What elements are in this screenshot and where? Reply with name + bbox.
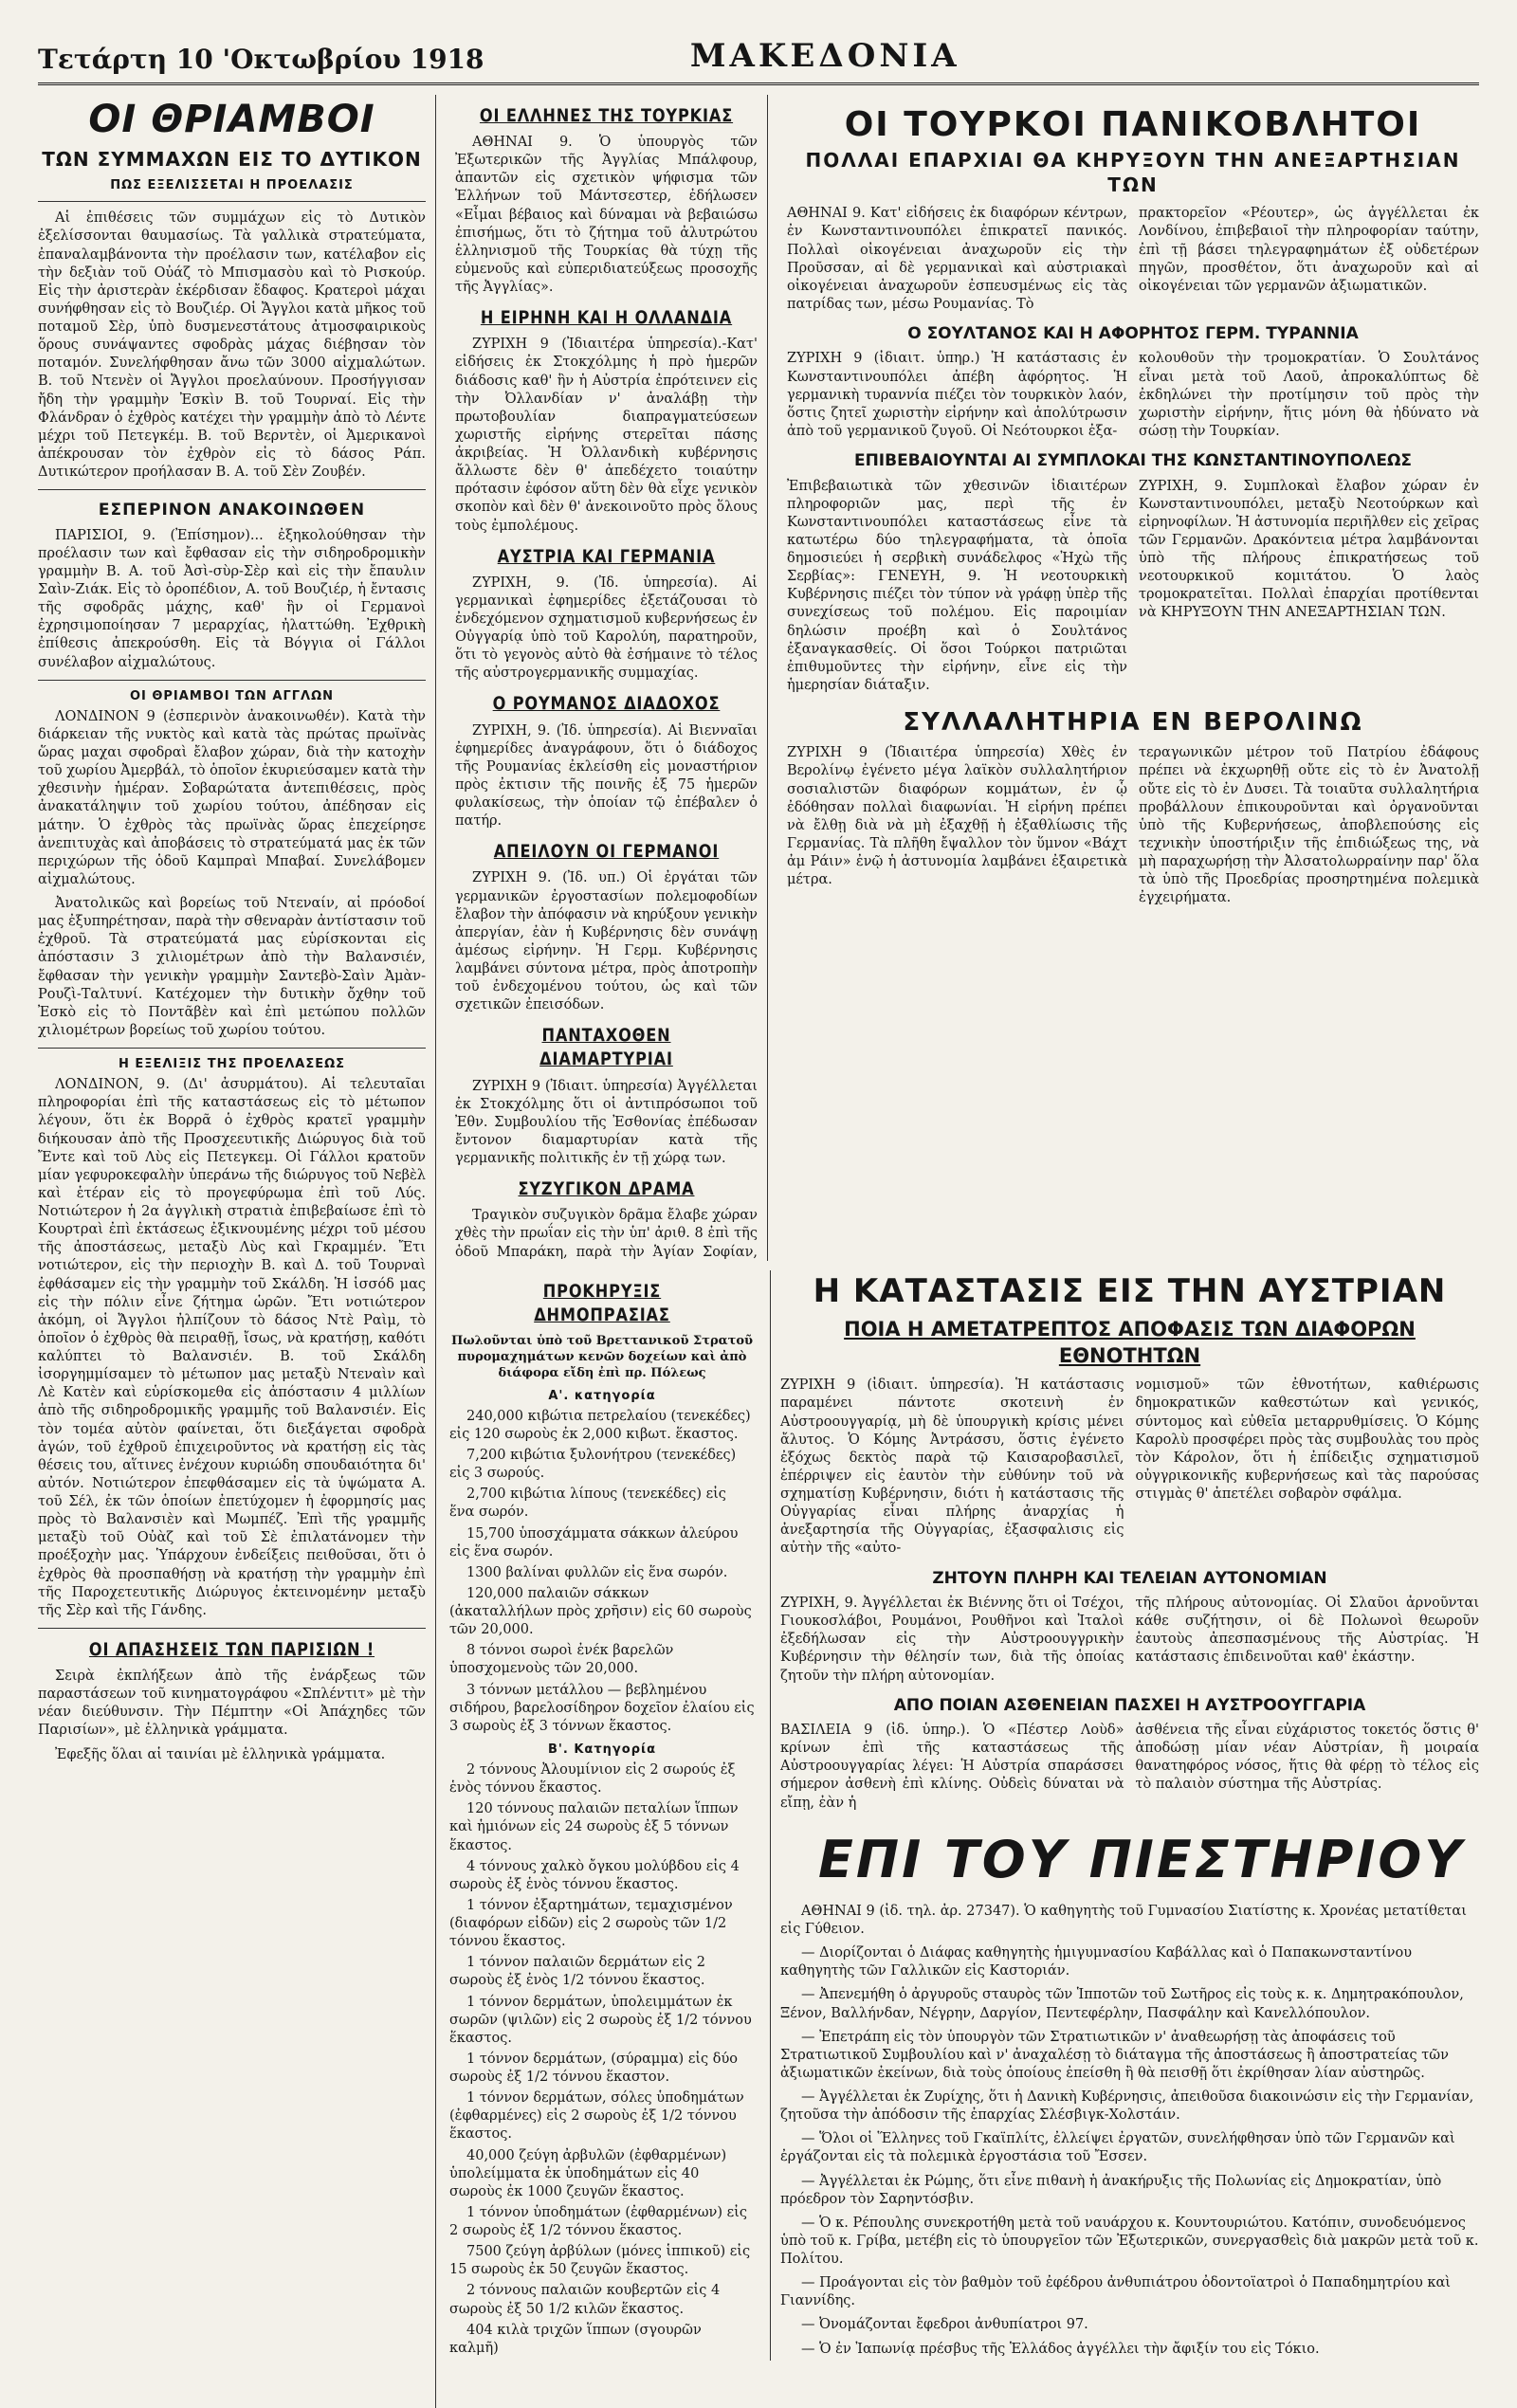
- article-paragraph: ΖΥΡΙΧΗ, 9. (Ἰδ. ὑπηρεσία). Αἱ Βιενναῖαι ἐφημερίδες ἀναγράφουν, ὅτι ὁ διάδοχος τῆς Ρουμανίας ἐκλείσθη εἰς μοναστήριον πρὸς ἐκτισιν τῆς ποινῆς ἐξ 75 ἡμερῶν φυλακίσεως, τὴν ὁποίαν τῷ ἐπέβαλεν ὁ πατήρ.: [455, 722, 758, 830]
- list-item: 2 τόννους παλαιῶν κουβερτῶν εἰς 4 σωροὺς ἐξ 50 1/2 κιλῶν ἕκαστος.: [449, 2283, 721, 2317]
- auction-list-b: [449, 1761, 755, 2358]
- block-turks-panic: [777, 95, 1479, 1261]
- list-item: 120,000 παλαιῶν σάκκων (ἀκαταλλήλων πρὸς χρῆσιν) εἰς 60 σωροὺς τῶν 20,000.: [449, 1585, 752, 1638]
- article-paragraph: Αἱ ἐπιθέσεις τῶν συμμάχων εἰς τὸ Δυτικὸν ἐξελίσσονται θαυμασίως. Τὰ γαλλικὰ στρατεύματα, ἐπαναλαμβάνοντα τὴν προέλασιν των, κατέλαβον εἰς τὴν δεξιὰν τοῦ Οὐάζ τὸ Μπισμασὸυ καὶ τὸ Ρισκούρ. Εἰς τὴν ἀριστερὰν ἐκέρδισαν ἔδαφος. Κρατεροὶ μάχαι συνήφθησαν εἰς τὸ Βουζιέρ. Οἱ Ἄγγλοι κατὰ μῆκος τοῦ ποταμοῦ Σὲρ, ὑπὸ δυσμενεστάτους ἀτμοσφαιρικοὺς ὅρους συνάψαντες σφοδρὰς μάχας διέβησαν τὸν ποταμόν. Συνελήφθησαν ἄνω τῶν 3000 αἰχμαλώτων. Β. τοῦ Ντενὲν οἱ Ἄγγλοι προελαύνουν. Προσήγγισαν ἤδη τὴν γραμμὴν Ἐσκὶν Β. τοῦ Τουρναί. Εἰς τὴν Φλάνδραν ὁ ἐχθρὸς κατέχει τὴν γραμμὴν ἀπὸ τὸ Λέντε μέχρι τοῦ Πετεγκέμ. Β. τοῦ Βερντὲν, οἱ Ἀμερικανοὶ ἀπέκρουσαν τὸν ἐχθρὸν εἰς τὸ δάσος Ράπ. Δυτικώτερον προήλασαν Β. Α. τοῦ Σὲν Ζουβέν.: [38, 210, 426, 481]
- news-item: — Ὅλοι οἱ Ἕλληνες τοῦ Γκαϊπλίτς, ἐλλείψει ἐργατῶν, συνελήφθησαν ὑπὸ τῶν Γερμανῶν καὶ ἐργάζονται εἰς τὰ πολεμικὰ ἐργοστάσια τοῦ Ἔσσεν.: [780, 2131, 1455, 2165]
- column-middle: [446, 95, 768, 1261]
- list-item: 120 τόννους παλαιῶν πεταλίων ἵππων καὶ ἡμιόνων εἰς 24 σωροὺς ἐξ 5 τόννων ἕκαστος.: [449, 1801, 739, 1853]
- heading-prokiryxis: ΠΡΟΚΗΡΥΞΙΣ ΔΗΜΟΠΡΑΣΙΑΣ: [534, 1281, 670, 1326]
- auction-cat-b: Β'. Κατηγορία: [548, 1742, 656, 1757]
- headline-tourkoi: ΟΙ ΤΟΥΡΚΟΙ ΠΑΝΙΚΟΒΛΗΤΟΙ: [844, 105, 1422, 144]
- article-paragraph: Σειρὰ ἐκπλήξεων ἀπὸ τῆς ἐνάρξεως τῶν παραστάσεων τοῦ κινηματογράφου «Σπλέντιτ» μὲ τὴν νέαν διεύθυνσιν. Τὴν Πέμπτην «Οἱ Ἀπάχηδες τῶν Παρισίων», μὲ ἑλληνικὰ γράμματα.: [38, 1669, 426, 1739]
- headline-piestirio: ΕΠΙ ΤΟΥ ΠΙΕΣΤΗΡΙΟΥ: [818, 1829, 1465, 1889]
- article-paragraph: ΛΟΝΔΙΝΟΝ, 9. (Δι' ἀσυρμάτου). Αἱ τελευταῖαι πληροφορίαι ἐπὶ τῆς καταστάσεως εἰς τὸ μέτωπον λέγουν, ὅτι ἐκ Βορρᾶ ὁ ἐχθρὸς κρατεῖ γραμμὴν διήκουσαν ἀπὸ τῆς Προσχεευτικῆς Διώρυγος διὰ τοῦ Ἔντε καὶ τοῦ Λὺς εἰς Πετεγκεμ. Οἱ Γάλλοι κρατοῦν μίαν γεφυροκεφαλὴν ὑπεράνω τῆς διώρυγος τοῦ Νεβὲλ καὶ ἑτέραν εἰς τὸ προγεφύρωμα ἐπὶ τοῦ Λύς. Νοτιώτερον ἡ 2α ἀγγλικὴ στρατιὰ ἐπιβεβαίωσε ἐπὶ τὸ Κουρτραὶ ἐπὶ ἐκτάσεως ἐξικνουμένης μέχρι τοῦ μέσου τῆς ἀποστάσεως, μεταξὺ Λὺς καὶ Γκραμμέν. Ἔτι νοτιώτερον, εἰς τὴν περιοχὴν Β. καὶ Δ. τοῦ Τουρναὶ ἐφθάσαμεν εἰς τὴν γραμμὴν τοῦ Σκάλδη. Ἡ ἱσσόδ μας εἰς τὴν πόλιν εἶνε ζήτημα ὡρῶν. Ἔτι νοτιώτερον ἀκόμη, οἱ Ἄγγλοι ἠλπίζουν τὸ δάσος Ντὲ Ραὶμ, τὸ ὁποῖον ὁ ἐχθρὸς θὰ πειραθῇ, ἴσως, νὰ κρατήσῃ, καθότι καλύπτει τὸ Βαλανσιέν. Β. τοῦ Σκάλδη ἰσοργημμίσαμεν τὸ μέτωπον μας μεταξὺ Ντεναὶν καὶ Λὲ Κατὲν καὶ εὑρίσκομεθα εἰς ἀπόστασιν 4 μιλλίων ἀπὸ τῆς σιδηροδρομικῆς γραμμῆς τοῦ Βαλανσιέν. Εἰς τὸν τομέα αὐτὸν φαίνεται, ὅτι διεξάγεται σφοδρὰ ἀγών, τοῦ ἐχθροῦ ἐπιχειροῦντος νὰ κρατήσῃ εἰς τὰς θέσεις του, αἵτινες ἐνέχουν κυριώδη σπουδαιότητα δι' αὐτόν. Νοτιώτερον ἐπεφθάσαμεν εἰς τὰ ὑψώματα Α. τοῦ Σέλ, ἐκ τῶν ὁποίων ἐπετύχομεν ἡ ἐφορμησίς μας πρὸς τὸ Βαλανσιὲν καὶ Μωμπέζ. Ἐπὶ τῆς γραμμῆς μεταξὺ τοῦ Οὐὰζ καὶ τοῦ Σὲ ἐπιλατάνομεν τὴν προέξοχὴν μας. Ὑπάρχουν ἐνδείξεις πειθοῦσαι, ὅτι ὁ ἐχθρὸς θὰ προσπαθήσῃ νὰ κρατήσῃ τὴν γραμμὴν ἐπὶ τῆς Παροχετευτικῆς Διώρυγος ἐκτεινομένην μεταξὺ τῆς Σὲρ καὶ τῆς Γάνδης.: [38, 1077, 426, 1618]
- heading-zitoun: ΖΗΤΟΥΝ ΠΛΗΡΗ ΚΑΙ ΤΕΛΕΙΑΝ ΑΥΤΟΝΟΜΙΑΝ: [932, 1568, 1327, 1588]
- list-item: 1 τόννον δερμάτων, σόλες ὑποδημάτων (ἐφθαρμένες) εἰς 2 σωροὺς ἐξ 1/2 τόννου ἕκαστος.: [449, 2090, 744, 2143]
- list-item: 8 τόννοι σωροὶ ἐνέκ βαρελῶν ὑποσχομενοὺς τῶν 20,000.: [449, 1643, 674, 1677]
- article-paragraph: ΖΥΡΙΧΗ 9. (Ἰδ. υπ.) Οἱ ἐργάται τῶν γερμανικῶν ἐργοστασίων πολεμοφοδίων ἔλαβον τὴν ἀπόφασιν νὰ κηρύξουν γενικὴν ἀπεργίαν, ἐὰν ἡ Κυβέρνησις δὲν συνάψῃ ἀμέσως εἰρήνην. Ἡ Γερμ. Κυβέρνησις λαμβάνει σύντονα μέτρα, πρὸς ἀποτροπὴν τοῦ ἐνδεχομένου τούτου, ὡς καὶ τῶν σχετικῶν ἐπεισόδων.: [455, 870, 758, 1013]
- two-col-block: [780, 1722, 1479, 1813]
- divider: [38, 680, 426, 681]
- masthead-date: Τετάρτη 10 'Οκτωβρίου 1918: [38, 44, 484, 75]
- list-item: 1300 βαλίναι φυλλῶν εἰς ἕνα σωρόν.: [466, 1564, 728, 1580]
- article-paragraph: ΖΥΡΙΧΗ, 9. (Ἰδ. ὑπηρεσία). Αἱ γερμανικαὶ ἐφημερίδες ἐξετάζουσαι τὸ ἐνδεχόμενον σχηματισμοῦ κυβερνήσεως ἐν Οὐγγαρίᾳ ὑπὸ τοῦ Καρολύη, παρατηροῦν, ὅτι τὸ γεγονὸς αὐτὸ θὰ ἐσήμαινε τὸ τέλος τῆς αὐστρογερμανικῆς συμμαχίας.: [455, 575, 758, 682]
- news-item: — Ὁ ἐν Ἰαπωνίᾳ πρέσβυς τῆς Ἑλλάδος ἀγγέλλει τὴν ἄφιξίν του εἰς Τόκιο.: [801, 2341, 1320, 2357]
- heading-apaisis: ΟΙ ΑΠΑΣΗΣΕΙΣ ΤΩΝ ΠΑΡΙΣΙΩΝ !: [88, 1638, 375, 1660]
- headline-austria: Η ΚΑΤΑΣΤΑΣΙΣ ΕΙΣ ΤΗΝ ΑΥΣΤΡΙΑΝ: [813, 1272, 1447, 1310]
- list-item: 1 τόννον παλαιῶν δερμάτων εἰς 2 σωροὺς ἐξ ἑνὸς 1/2 τόννου ἕκαστος.: [449, 1955, 706, 1989]
- block-bottom-right: [446, 1270, 1479, 2361]
- news-item: — Ἐπετράπη εἰς τὸν ὑπουργὸν τῶν Στρατιωτικῶν ν' ἀναθεωρήσῃ τὰς ἀποφάσεις τοῦ Στρατιωτικοῦ Συμβουλίου καὶ ν' ἀναχαλέσῃ τὸ διάταγμα τῆς ἀποστάσεως ἢ ἀποστρατείας τῶν ἀξιωματικῶν ἐκείνων, διὰ τοὺς ὁποίους ἐπείσθη ἢ θὰ πεισθῇ ὅτι ἐκρίθησαν λίαν αὐστηρῶς.: [780, 2029, 1449, 2081]
- heading-syllalitiria: ΣΥΛΛΑΛΗΤΗΡΙΑ ΕΝ ΒΕΡΟΛΙΝΩ: [903, 708, 1363, 738]
- auction-list-a: [449, 1408, 755, 1736]
- list-item: 2,700 κιβώτια λίπους (τενεκέδες) εἰς ἕνα σωρόν.: [449, 1487, 726, 1521]
- news-item: — Προάγονται εἰς τὸν βαθμὸν τοῦ ἐφέδρου ἀνθυπιάτρου ὀδοντοϊατροὶ ὁ Παπαδημητρίου καὶ Γιαννίδης.: [780, 2275, 1451, 2309]
- heading-exelixis: Η ΕΞΕΛΙΞΙΣ ΤΗΣ ΠΡΟΕΛΑΣΕΩΣ: [118, 1057, 346, 1072]
- col-text: ΖΥΡΙΧΗ 9 (ἰδιαιτ. ὑπηρεσία). Ἡ κατάστασις παραμένει πάντοτε σκοτεινὴ ἐν Αὐστροουγγαρίᾳ, μὴ δὲ ὑπουργικὴ κρίσις μένει ἄλυτος. Ὁ Κόμης Ἀντράσσυ, ὅστις ἐγένετο ἐξόχως δεκτὸς παρὰ τῷ Καισαροβασιλεῖ, ἐπέρριψεν εἰς ἑαυτὸν τὴν εὐθύνην τοῦ νὰ σχηματίσῃ Κυβέρνησιν, διότι ἡ κατάστασις τῆς Οὐγγαρίας εἶναι πλήρης ἀναρχίας ἡ ἀνεξαρτησία τῆς Οὐγγαρίας, ἐξασφαλισις εἰς αὐτὴν τῆς «αὐτο-: [780, 1377, 1124, 1557]
- two-col-block: [780, 1377, 1479, 1558]
- divider: [38, 201, 426, 202]
- two-col-block: [787, 205, 1479, 314]
- masthead-title: ΜΑΚΕΔΟΝΙΑ: [689, 37, 960, 75]
- heading-soultanos: Ο ΣΟΥΛΤΑΝΟΣ ΚΑΙ Η ΑΦΟΡΗΤΟΣ ΓΕΡΜ. ΤΥΡΑΝΝΙΑ: [907, 324, 1359, 344]
- col-text: τῆς πλήρους αὐτονομίας. Οἱ Σλαῦοι ἀρνοῦνται κάθε συζήτησιν, οἱ δὲ Πολωνοὶ θεωροῦν ἑαυτοὺς ἀπεσπασμένους τῆς Αὐστρίας. Ἡ κατάστασις ἐπιδεινοῦται καθ' ἑκάστην.: [1135, 1596, 1479, 1666]
- two-col-block: [787, 478, 1479, 696]
- col-text: ἀσθένεια τῆς εἶναι εὐχάριστος τοκετός ὅστις θ' ἀποδώσῃ μίαν νέαν Αὐστρίαν, ἢ μοιραία θανατηφόρος νόσος, ἥτις θὰ φέρῃ τὸ τέλος εἰς τὸ παλαιὸν σύστημα τῆς Αὐστρίας.: [1135, 1723, 1479, 1793]
- list-item: 1 τόννον ὑποδημάτων (ἐφθαρμένων) εἰς 2 σωροὺς ἐξ 1/2 τόννου ἕκαστος.: [449, 2204, 747, 2239]
- col-text: ΒΑΣΙΛΕΙΑ 9 (ἰδ. ὑπηρ.). Ὁ «Πέστερ Λοὺδ» κρίνων ἐπὶ τῆς καταστάσεως τῆς Αὐστροουγγαρίας λέγει: Ἡ Αὐστρία σπαράσσει σήμερον ἀσθενὴ ἐπὶ κλίνης. Οὐδεὶς δύναται νὰ εἴπῃ, ἐὰν ἡ: [780, 1723, 1124, 1811]
- heading-thriamvoi-agglon: ΟΙ ΘΡΙΑΜΒΟΙ ΤΩΝ ΑΓΓΛΩΝ: [129, 688, 335, 703]
- two-col-block: [787, 744, 1479, 907]
- list-item: 15,700 ὑποσχάμματα σάκκων ἀλεύρου εἰς ἕνα σωρόν.: [449, 1525, 739, 1560]
- article-paragraph: ΛΟΝΔΙΝΟΝ 9 (ἑσπερινὸν ἀνακοινωθέν). Κατὰ τὴν διάρκειαν τῆς νυκτὸς καὶ κατὰ τὰς πρώτας πρωϊνὰς ὥρας μαχαι σφοδραὶ ἔλαβον χώραν, διὰ τὴν κατοχὴν τοῦ χωρίου Ἀμερβάλ, τὸ ὁποῖον ἐκυριεύσαμεν κατὰ τὴν χθεσινὴν ἡμέραν. Σοβαρώτατα ἀντεπιθέσεις, πρὸς ἀνακατάληψιν τοῦ χωρίου τούτου, ἀπέδησαν εἰς μάτην. Ὁ ἐχθρὸς τὰς πρωϊνὰς ὥρας ἐπεχείρησε ἀνεπιτυχὰς καὶ ἀποβάσεις τὸ στρατεύματά μας ἐκ τῶν περιχώρων τῆς ὁδοῦ Καμπραὶ Μπαβαί. Συνελάβομεν αἰχμαλώτους.: [38, 708, 426, 887]
- two-col-block: [787, 350, 1479, 441]
- subheadline-apofasis: ΠΟΙΑ Η ΑΜΕΤΑΤΡΕΠΤΟΣ ΑΠΟΦΑΣΙΣ ΤΩΝ ΔΙΑΦΟΡΩΝ ΕΘΝΟΤΗΤΩΝ: [844, 1317, 1416, 1367]
- auction-cat-a: Α'. κατηγορία: [548, 1388, 656, 1403]
- heading-apeiloun: ΑΠΕΙΛΟΥΝ ΟΙ ΓΕΡΜΑΝΟΙ: [493, 841, 720, 863]
- heading-ellines-tourkias: ΟΙ ΕΛΛΗΝΕΣ ΤΗΣ ΤΟΥΡΚΙΑΣ: [479, 105, 734, 126]
- news-item: — Ὁ κ. Ρέπουλης συνεκροτήθη μετὰ τοῦ ναυάρχου κ. Κουντουριώτου. Κατόπιν, συνοδευόμενος ὑπὸ τοῦ κ. Γρίβα, μετέβη εἰς τὸ ὑπουργεῖον τῶν Ἐξωτερικῶν, συνεργασθεὶς διὰ μακρῶν μετὰ τοῦ κ. Πολίτου.: [780, 2215, 1479, 2268]
- auction-column: [446, 1270, 758, 2361]
- col-text: ΖΥΡΙΧΗ, 9. Συμπλοκαὶ ἔλαβον χώραν ἐν Κωνσταντινουπόλει, μεταξὺ Νεοτούρκων καὶ εἰρηνοφίλων. Ἡ ἀστυνομία περιῆλθεν εἰς χεῖρας τῶν Γερμανῶν. Δρακόντεια μέτρα λαμβάνονται ὑπὸ τῆς πλήρους ἐπικρατήσεως τοῦ νεοτουρκικοῦ κομιτάτου. Ὁ λαὸς τρομοκρατεῖται. Πολλαὶ ἐπαρχίαι προτίθενται νὰ ΚΗΡΥΞΟΥΝ ΤΗΝ ΑΝΕΞΑΡΤΗΣΙΑΝ ΤΩΝ.: [1139, 478, 1479, 621]
- col-text: τεραγωνικῶν μέτρον τοῦ Πατρίου ἐδάφους πρέπει νὰ ἐκχωρηθῇ οὔτε εἰς τὸ ἐν Ἀνατολῇ οὔτε εἰς τὸ ἐν Δυσει. Τὰ τοιαῦτα συλλαλητήρια προβάλλουν ἐπικουροῦνται καὶ ὀργανοῦνται ὑπὸ τῆς Κυβερνήσεως, ἀποβλεπούσης εἰς τεχνικὴν ὑποστήριξιν τῆς ἐπιδιώξεως της, νὰ μὴ παραχωρήσῃ τὴν Ἀλσατολωρραίνην παρ' ὅλα τὰ ὑπὸ τῆς Προεδρίας προσηρτημένα πολεμικὰ ἐγχειρήματα.: [1139, 745, 1479, 906]
- col-text: πρακτορεῖον «Ρέουτερ», ὡς ἀγγέλλεται ἐκ Λονδίνου, ἐπιβεβαιοῖ τὴν πληροφορίαν ταύτην, ἐπὶ τῇ βάσει τηλεγραφημάτων ἐξ οὐδετέρων πηγῶν, προσθέτον, ὅτι ἀναχωροῦν καὶ αἱ οἰκογένειαι τῶν γερμανῶν ἀξιωματικῶν.: [1139, 206, 1479, 294]
- list-item: 7500 ζεύγη ἀρβύλων (μόνες ἱππικοῦ) εἰς 15 σωροὺς ἐκ 50 ζευγῶν ἕκαστος.: [449, 2244, 751, 2278]
- news-area: [770, 1270, 1479, 2361]
- heading-austria-germania: ΑΥΣΤΡΙΑ ΚΑΙ ΓΕΡΜΑΝΙΑ: [497, 545, 716, 567]
- news-item: — Διορίζονται ὁ Διάφας καθηγητὴς ἡμιγυμνασίου Καβάλλας καὶ ὁ Παπακωνσταντίνου καθηγητὴς τῶν Γαλλικῶν εἰς Καστοριάν.: [780, 1945, 1413, 1979]
- article-paragraph: Τραγικὸν συζυγικὸν δρᾶμα ἔλαβε χώραν χθὲς τὴν πρωΐαν εἰς τὴν ὑπ' ἀριθ. 8 ἐπὶ τῆς ὁδοῦ Μπαράκη, παρὰ τὴν Ἁγίαν Σοφίαν,: [455, 1208, 758, 1260]
- article-paragraph: ΠΑΡΙΣΙΟΙ, 9. (Ἐπίσημον)... ἐξηκολούθησαν τὴν προέλασιν των καὶ ἔφθασαν εἰς τὴν σιδηροδρομικὴν γραμμὴν Β. Α. τοῦ Ἀσὶ-σὺρ-Σὲρ καὶ εἰς τὴν ἔπαυλιν Σαὶν-Ζιάκ. Εἰς τὸ ὀροπέδιον, Α. τοῦ Βουζιέρ, ἡ ἔντασις τῆς σφοδρᾶς μάχης, καθ' ἣν οἱ Γερμανοὶ ἐχρησιμοποίησαν 7 μεραρχίας, ἠλαττώθη. Ἐχθρικὴ ἐπίθεσις ἀπεκρούσθη. Εἰς τὰ Βόγγια οἱ Γάλλοι συνέλαβον αἰχμαλώτους.: [38, 527, 426, 670]
- heading-roumanos-diadoxos: Ο ΡΟΥΜΑΝΟΣ ΔΙΑΔΟΧΟΣ: [492, 693, 721, 715]
- list-item: 404 κιλὰ τριχῶν ἵππων (σγουρῶν καλμῆ): [449, 2322, 702, 2356]
- heading-esperinon: ΕΣΠΕΡΙΝΟΝ ΑΝΑΚΟΙΝΩΘΕΝ: [98, 501, 366, 520]
- subheadline-eparxiai: ΠΟΛΛΑΙ ΕΠΑΡΧΙΑΙ ΘΑ ΚΗΡΥΞΟΥΝ ΤΗΝ ΑΝΕΞΑΡΤΗΣΙΑΝ ΤΩΝ: [805, 148, 1461, 196]
- list-item: 1 τόννον δερμάτων, (σύραμμα) εἰς δύο σωροὺς ἐξ 1/2 τόννου ἕκαστον.: [449, 2051, 739, 2086]
- article-paragraph: ΖΥΡΙΧΗ 9 (Ἰδιαιτ. ὑπηρεσία) Ἀγγέλλεται ἐκ Στοκχόλμης ὅτι οἱ ἀντιπρόσωποι τοῦ Ἐθν. Συμβουλίου τῆς Ἐσθονίας ἐπέδωσαν ἔντονον διαμαρτυρίαν κατὰ τῆς γερμανικῆς πολιτικῆς ἐν τῇ χώρᾳ των.: [455, 1078, 758, 1167]
- list-item: 4 τόννους χαλκὸ ὄγκου μολύβδου εἰς 4 σωροὺς ἐξ ἑνὸς τόννου ἕκαστος.: [449, 1858, 740, 1892]
- headline-thriamvoi: ΟΙ ΘΡΙΑΜΒΟΙ: [88, 98, 375, 141]
- col-text: ΑΘΗΝΑΙ 9. Κατ' εἰδήσεις ἐκ διαφόρων κέντρων, ἐν Κωνσταντινουπόλει ἐπικρατεῖ πανικός. Πολλαὶ οἰκογένειαι ἀναχωροῦν εἰς τὴν Προῦσσαν, αἱ δὲ γερμανικαὶ καὶ αὐστριακαὶ οἰκογένειαι ἀναχωροῦν ἐσπευσμένως εἰς τὰς πατρίδας των, μέσω Ρουμανίας. Τὸ: [787, 206, 1127, 312]
- piestirio-list: [780, 1903, 1479, 2361]
- two-col-block: [780, 1595, 1479, 1686]
- heading-symplokai: ΕΠΙΒΕΒΑΙΟΥΝΤΑΙ ΑΙ ΣΥΜΠΛΟΚΑΙ ΤΗΣ ΚΩΝΣΤΑΝΤΙΝΟΥΠΟΛΕΩΣ: [853, 451, 1413, 471]
- kicker-proelasis: ΠΩΣ ΕΞΕΛΙΣΣΕΤΑΙ Η ΠΡΟΕΛΑΣΙΣ: [110, 178, 354, 193]
- masthead: [38, 38, 1479, 85]
- news-item: — Ὀνομάζονται ἔφεδροι ἀνθυπίατροι 97.: [801, 2317, 1088, 2333]
- list-item: 1 τόννον δερμάτων, ὑπολειμμάτων ἐκ σωρῶν (ψιλῶν) εἰς 2 σωροὺς ἐξ 1/2 τόννου ἕκαστος.: [449, 1994, 752, 2046]
- news-item: — Ἀγγέλλεται ἐκ Ρώμης, ὅτι εἶνε πιθανὴ ἡ ἀνακήρυξις τῆς Πολωνίας εἰς Δημοκρατίαν, ὑπὸ πρόεδρον τὸν Σαρηντόσβιν.: [780, 2173, 1442, 2207]
- col-text: κολουθοῦν τὴν τρομοκρατίαν. Ὁ Σουλτάνος εἶναι μετὰ τοῦ Λαοῦ, ἀπροκαλύπτως δὲ ἐκδηλώνει τὴν προτίμησιν τοῦ πρὸς τὴν χωριστὴν εἰρήνην, ἥτις μόνη θὰ ἠδύνατο νὰ σώσῃ τὴν Τουρκίαν.: [1139, 351, 1479, 439]
- list-item: 240,000 κιβώτια πετρελαίου (τενεκέδες) εἰς 120 σωροὺς ἐκ 2,000 κιβωτ. ἕκαστος.: [449, 1408, 751, 1442]
- heading-pasxei: ΑΠΟ ΠΟΙΑΝ ΑΣΘΕΝΕΙΑΝ ΠΑΣΧΕΙ Η ΑΥΣΤΡΟΟΥΓΓΑΡΙΑ: [893, 1695, 1366, 1715]
- col-text: ΖΥΡΙΧΗ, 9. Ἀγγέλλεται ἐκ Βιέννης ὅτι οἱ Τσέχοι, Γιουκοσλάβοι, Ρουμάνοι, Ρουθῆνοι καὶ Ἰταλοὶ ἐξεδήλωσαν εἰς τὴν Αὐστροουγγρικὴν Κυβέρνησιν τὴν θέλησίν των, διὰ τῆς ὁποίας ζητοῦν τὴν πλήρη αὐτονομίαν.: [780, 1596, 1124, 1684]
- col-text: ΖΥΡΙΧΗ 9 (Ἰδιαιτέρα ὑπηρεσία) Χθὲς ἐν Βερολίνῳ ἐγένετο μέγα λαϊκὸν συλλαλητήριον σοσιαλιστῶν διαφόρων κομμάτων, ἐν ᾧ ἐδόθησαν πολλαὶ διαφωνίαι. Ἡ εἰρήνη πρέπει νὰ ἔλθῃ διὰ νὰ μὴ ἐξαχθῇ ἡ ἐξαθλίωσις τῆς Γερμανίας. Τὰ πλῆθη ἔψαλλον τὸν ὕμνον «Βάχτ ἀμ Ράιν» ἐνῷ ἡ ἀστυνομία λαμβάνει ἐξαιρετικὰ μέτρα.: [787, 745, 1127, 888]
- subheadline-symmaxon: ΤΩΝ ΣΥΜΜΑΧΩΝ ΕΙΣ ΤΟ ΔΥΤΙΚΟΝ: [42, 147, 422, 171]
- article-paragraph: Ἐφεξῆς ὅλαι αἱ ταινίαι μὲ ἑλληνικὰ γράμματα.: [55, 1746, 386, 1762]
- list-item: 40,000 ζεύγη ἀρβυλῶν (ἐφθαρμένων) ὑπολείμματα ἐκ ὑποδημάτων εἰς 40 σωροὺς ἐκ 1000 ζευγῶν ἕκαστος.: [449, 2147, 727, 2199]
- divider: [38, 1628, 426, 1629]
- news-item: — Ἀγγέλλεται ἐκ Ζυρίχης, ὅτι ἡ Δανικὴ Κυβέρνησις, ἀπειθοῦσα διακοινώσιν εἰς τὴν Γερμανίαν, ζητοῦσα τὴν ἀπόδοσιν τῆς ἐπαρχίας Σλέσβιγκ-Χολστάιν.: [780, 2089, 1474, 2124]
- article-paragraph: ΑΘΗΝΑΙ 9. Ὁ ὑπουργὸς τῶν Ἐξωτερικῶν τῆς Ἀγγλίας Μπάλφουρ, ἀπαντῶν εἰς σχετικὸν ψήφισμα τῶν Ἑλλήνων τοῦ Μάντσεστερ, ἐδήλωσεν «Εἶμαι βέβαιος καὶ δύναμαι νὰ βεβαιώσω ἐπισήμως, ὅτι τὸ ζήτημα τοῦ ἀλυτρώτου ἑλληνισμοῦ τῆς Τουρκίας θὰ τύχῃ τῆς εὐμενοῦς καὶ εὐπεριδιατεύξεως προσοχῆς τῆς Ἀγγλίας».: [455, 135, 758, 296]
- list-item: 1 τόννον ἐξαρτημάτων, τεμαχισμένον (διαφόρων εἰδῶν) εἰς 2 σωροὺς τῶν 1/2 τόννου ἕκαστος.: [449, 1897, 733, 1950]
- bottom-top-row: [446, 1270, 1479, 2361]
- list-item: 2 τόννους Ἀλουμίνιον εἰς 2 σωρούς ἐξ ἑνὸς τόννου ἕκαστος.: [449, 1762, 736, 1797]
- col-text: Ἐπιβεβαιωτικὰ τῶν χθεσινῶν ἰδιαιτέρων πληροφοριῶν μας, περὶ τῆς ἐν Κωνσταντινουπόλει καταστάσεως εἶνε τὰ κατωτέρω δύο τηλεγραφήματα, τὰ ὁποῖα δημοσιεύει ἡ σερβικὴ συνάδελφος «Ἠχὼ τῆς Σερβίας»: ΓΕΝΕΥΗ, 9. Ἡ νεοτουρκικὴ Κυβέρνησις πιέζει τὸν τύπον νὰ γράφῃ ὑπὲρ τῆς συνεχίσεως τοῦ πολέμου. Εἰς παροιμίαν δηλώσιν προέβη καὶ ὁ Σουλτάνος ἐξαναγκασθείς. Οἱ ὅσοι Τούρκοι πατριῶται ἐπιθυμοῦντες τὴν εἰρήνην, εἶνε εἰς τὴν ἡμερησίαν διάταξιν.: [787, 478, 1127, 693]
- column-left: [38, 95, 436, 2408]
- heading-diamartyriai: ΠΑΝΤΑΧΟΘΕΝ ΔΙΑΜΑΡΤΥΡΙΑΙ: [539, 1025, 673, 1070]
- heading-syzygikon-drama: ΣΥΖΥΓΙΚΟΝ ΔΡΑΜΑ: [518, 1178, 695, 1200]
- list-item: 7,200 κιβώτια ξυλονήτρου (τενεκέδες) εἰς 3 σωρούς.: [449, 1448, 737, 1482]
- news-item: — Ἀπενεμήθη ὁ ἀργυροῦς σταυρὸς τῶν Ἱπποτῶν τοῦ Σωτῆρος εἰς τοὺς κ. κ. Δημητρακόπουλον, Ξένον, Βαλλήνδαν, Νέγρην, Δαργίον, Πεντεφέρλην, Πασφάλην καὶ Κανελλόπουλον.: [780, 1987, 1464, 2021]
- heading-eirini-ollandia: Η ΕΙΡΗΝΗ ΚΑΙ Η ΟΛΛΑΝΔΙΑ: [480, 307, 733, 329]
- divider: [38, 489, 426, 490]
- auction-intro: Πωλοῦνται ὑπὸ τοῦ Βρεττανικοῦ Στρατοῦ πυρομαχημάτων κενῶν δοχείων καὶ ἀπὸ διάφορα εἴδη ἐπὶ πρ. Πόλεως: [450, 1334, 754, 1381]
- col-text: ΖΥΡΙΧΗ 9 (ἰδιαιτ. ὑπηρ.) Ἡ κατάστασις ἐν Κωνσταντινουπόλει ἀπέβη ἀφόρητος. Ἡ γερμανικὴ τυραννία πιέζει τὸν τουρκικὸν λαόν, ὅστις ζητεῖ χωριστὴν εἰρήνην καὶ ἀπολύτρωσιν ἀπὸ τοῦ γερμανικοῦ ζυγοῦ. Οἱ Νεότουρκοι ἐξα-: [787, 351, 1127, 439]
- list-item: 3 τόννων μετάλλου — βεβλημένου σιδήρου, βαρελοσίδηρον δοχεῖον ἐλαίου εἰς 3 σωροὺς ἐξ 3 τόννων ἕκαστος.: [449, 1682, 755, 1734]
- article-paragraph: ΖΥΡΙΧΗ 9 (Ἰδιαιτέρα ὑπηρεσία).-Κατ' εἰδήσεις ἐκ Στοκχόλμης ἡ πρὸ ἡμερῶν διάδοσις καθ' ἣν ἡ Αὐστρία ἐπρότεινεν εἰς τὴν Ὀλλανδίαν ν' ἀναλάβῃ τὴν πρωτοβουλίαν διαπραγματεύσεων χωριστῆς εἰρήνης στερεῖται πάσης ἀκριβείας. Ἡ Ὀλλανδικὴ κυβέρνησις ἄλλωστε δὲν θ' ἀπεδέχετο τοιαύτην πρότασιν ἐφόσον αὕτη δὲν θὰ εἶχε γενικὸν σκοπὸν καὶ δὲν θ' ἀνεκοινοῦτο πρὸς ὅλους τοὺς ἐμπολέμους.: [455, 337, 758, 534]
- article-paragraph: Ἀνατολικῶς καὶ βορείως τοῦ Ντεναίν, αἱ πρόοδοί μας ἐξυπηρέτησαν, παρὰ τὴν σθεναρὰν ἀντίστασιν τοῦ ἐχθροῦ. Τὰ στρατεύματά μας εὑρίσκονται εἰς ἀπόστασιν 3 χιλιομέτρων ἀπὸ τὴν Βαλανσιέν, ἔφθασαν τὴν γενικὴν γραμμὴν Σαντεβὸ-Σαὶν Ἀμὰν-Ρουζὶ-Ταλτυνί. Κατέχομεν τὴν δυτικὴν ὄχθην τοῦ Ἐσκὸ εἰς τὸ Ποντᾶβὲν καὶ ἐπὶ μετώπου πολλῶν χιλιομέτρων βορείως τοῦ χωρίου τούτου.: [38, 896, 426, 1038]
- news-item: ΑΘΗΝΑΙ 9 (ἰδ. τηλ. ἀρ. 27347). Ὁ καθηγητὴς τοῦ Γυμνασίου Σιατίστης κ. Χρονέας μετατίθεται εἰς Γύθειον.: [780, 1903, 1467, 1938]
- divider: [38, 1048, 426, 1049]
- col-text: νομισμοῦ» τῶν ἐθνοτήτων, καθιέρωσις δημοκρατικῶν καθεστώτων καὶ γενικός, σύντομος καὶ εὐθεῖα μεταρρυθμίσεις. Ὁ Κόμης Καρολὺ προσφέρει πρὸς τὰς συμβουλὰς του πρὸς τὸν Κάρολον, ὅτι ἡ ἐπίδειξις σχηματισμοῦ οὐγγρικονικῆς κυβερνήσεως καὶ τὰς παρούσας στιγμὰς θ' ἀπετέλει σοβαρὸν σφάλμα.: [1135, 1377, 1479, 1503]
